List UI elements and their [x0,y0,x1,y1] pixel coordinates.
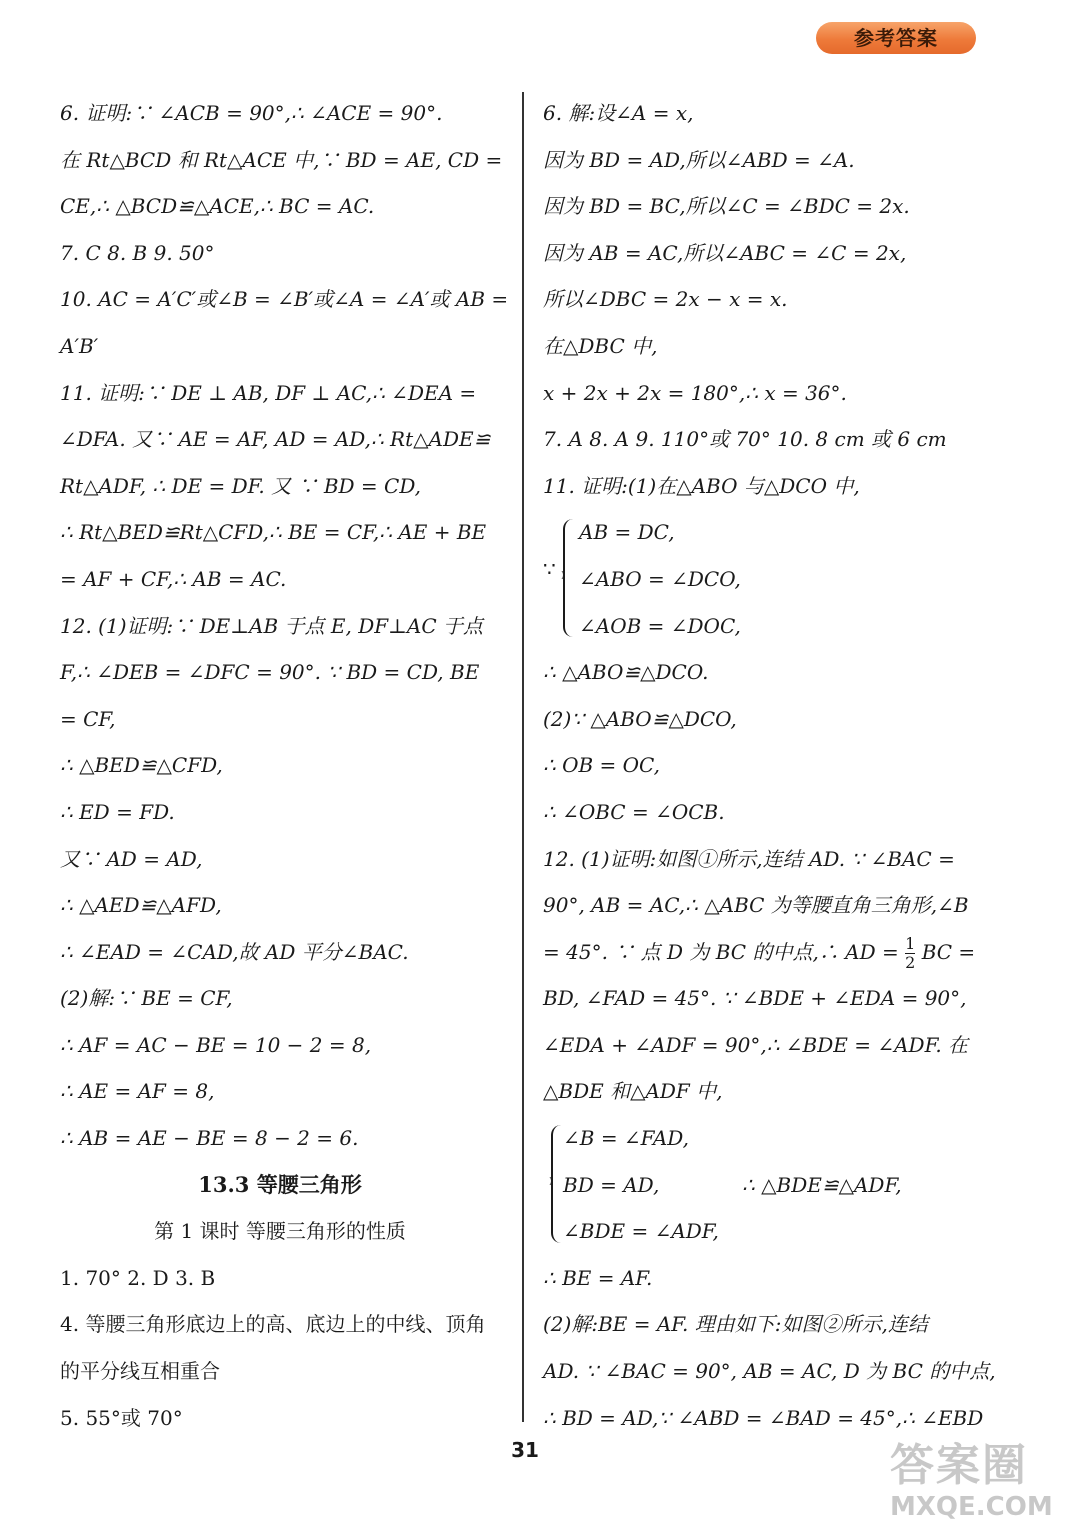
answer-line: ∴ BD = AD,∵ ∠ABD = ∠BAD = 45°,∴ ∠EBD [543,1405,984,1430]
fraction-denominator: 2 [905,952,916,972]
brace-line: ∠B = ∠FAD, [563,1126,689,1151]
answer-line: 90°, AB = AC,∴ △ABC 为等腰直角三角形,∠B [543,893,969,918]
answer-line: 5. 55°或 70° [60,1405,183,1430]
answer-line: ∴ Rt△BED≌Rt△CFD,∴ BE = CF,∴ AE + BE [60,520,487,545]
section-subtitle: 第 1 课时 等腰三角形的性质 [154,1219,406,1244]
answer-line: 因为 AB = AC,所以∠ABC = ∠C = 2x, [543,240,907,265]
answer-line: ∴ △ABO≌△DCO. [543,660,709,685]
answer-line: 在△DBC 中, [543,333,658,358]
brace-conclusion: ∴ △BDE≌△ADF, [742,1172,902,1197]
answer-line: (2)∵ △ABO≌△DCO, [543,706,737,731]
answer-line: 1. 70° 2. D 3. B [60,1265,216,1290]
answer-line: = AF + CF,∴ AB = AC. [60,566,287,591]
answer-key-badge: 参考答案 [816,22,976,54]
watermark-cn: 答案圈 [890,1440,1028,1491]
left-brace [551,1125,561,1243]
brace-line: ∠AOB = ∠DOC, [579,613,741,638]
since-symbol: ∵ [543,557,556,582]
answer-line: 7. A 8. A 9. 110°或 70° 10. 8 cm 或 6 cm [543,427,947,452]
watermark-en: MXQE.COM [890,1492,1053,1522]
answer-line: 在 Rt△BCD 和 Rt△ACE 中,∵ BD = AE, CD = [60,147,503,172]
answer-line: ∠EDA + ∠ADF = 90°,∴ ∠BDE = ∠ADF. 在 [543,1032,969,1057]
answer-line: ∴ OB = OC, [543,753,660,778]
answer-line: ∴ AF = AC − BE = 10 − 2 = 8, [60,1032,372,1057]
answer-line: (2)解:BE = AF. 理由如下:如图②所示,连结 [543,1312,928,1337]
brace-group-2 [543,1115,988,1255]
section-title: 13.3 等腰三角形 [198,1171,362,1197]
fraction-line-before: = 45°. ∵ 点 D 为 BC 的中点,∴ AD = [543,939,899,964]
answer-line: △BDE 和△ADF 中, [543,1079,723,1104]
answer-line: = CF, [60,706,116,731]
right-answer-lines-4 [543,1255,996,1441]
brace-line [543,1162,988,1209]
column-divider [522,92,524,1422]
left-answer-lines [60,90,509,1162]
brace-line: ∠BDE = ∠ADF, [563,1219,719,1244]
answer-line: 11. 证明:∵ DE ⊥ AB, DF ⊥ AC,∴ ∠DEA = [60,380,477,405]
brace-line: ∠ABO = ∠DCO, [579,566,741,591]
fraction-line-after: BC = [921,939,976,964]
answer-line: ∴ △BED≌△CFD, [60,753,223,778]
answer-line: 7. C 8. B 9. 50° [60,240,215,265]
right-column [543,90,996,1441]
answer-line: 10. AC = A′C′或∠B = ∠B′或∠A = ∠A′或 AB = [60,287,509,312]
answer-line: ∴ ∠OBC = ∠OCB. [543,799,725,824]
answer-line: 所以∠DBC = 2x − x = x. [543,287,788,312]
brace-line-text: BD = AD, [563,1172,660,1197]
right-answer-lines-3 [543,975,988,1115]
answer-line: 12. (1)证明:如图①所示,连结 AD. ∵ ∠BAC = [543,846,955,871]
answer-line: x + 2x + 2x = 180°,∴ x = 36°. [543,380,847,405]
answer-line: ∴ ∠EAD = ∠CAD,故 AD 平分∠BAC. [60,939,409,964]
answer-line: 12. (1)证明:∵ DE⊥AB 于点 E, DF⊥AC 于点 [60,613,484,638]
answer-line: 4. 等腰三角形底边上的高、底边上的中线、顶角 [60,1312,486,1337]
answer-line: ∠DFA. 又∵ AE = AF, AD = AD,∴ Rt△ADE≌ [60,427,491,452]
fraction-line [543,929,988,976]
left-brace [563,519,573,637]
right-answer-lines-1 [543,90,988,509]
answer-line: 11. 证明:(1)在△ABO 与△DCO 中, [543,473,860,498]
page-number: 31 [511,1438,539,1462]
answer-line: ∴ ED = FD. [60,799,175,824]
answer-line: Rt△ADF, ∴ DE = DF. 又 ∵ BD = CD, [60,473,422,498]
answer-line: 又∵ AD = AD, [60,846,203,871]
answer-line: CE,∴ △BCD≌△ACE,∴ BC = AC. [60,194,375,219]
section-answer-lines [60,1255,500,1441]
answer-line: A′B′ [60,333,99,358]
answer-line: 因为 BD = AD,所以∠ABD = ∠A. [543,147,855,172]
answer-line: BD, ∠FAD = 45°. ∵ ∠BDE + ∠EDA = 90°, [543,986,967,1011]
answer-line: ∴ △AED≌△AFD, [60,893,222,918]
answer-line: ∴ BE = AF. [543,1265,653,1290]
answer-line: ∴ AB = AE − BE = 8 − 2 = 6. [60,1126,359,1151]
answer-line: AD. ∵ ∠BAC = 90°, AB = AC, D 为 BC 的中点, [543,1359,996,1384]
site-watermark [890,1440,1062,1530]
answer-line: (2)解:∵ BE = CF, [60,986,233,1011]
brace-group-1 [543,509,988,649]
answer-line: 因为 BD = BC,所以∠C = ∠BDC = 2x. [543,194,910,219]
fraction-numerator: 1 [905,933,916,953]
answer-line: ∴ AE = AF = 8, [60,1079,215,1104]
brace-line: AB = DC, [579,520,675,545]
answer-line: 的平分线互相重合 [60,1359,220,1384]
right-answer-lines-2 [543,649,988,929]
answer-line: F,∴ ∠DEB = ∠DFC = 90°. ∵ BD = CD, BE [60,660,480,685]
answer-line: 6. 解:设∠A = x, [543,101,694,125]
fraction-one-half [905,935,915,972]
left-column [60,90,509,1441]
answer-line: 6. 证明:∵ ∠ACB = 90°,∴ ∠ACE = 90°. [60,101,443,125]
